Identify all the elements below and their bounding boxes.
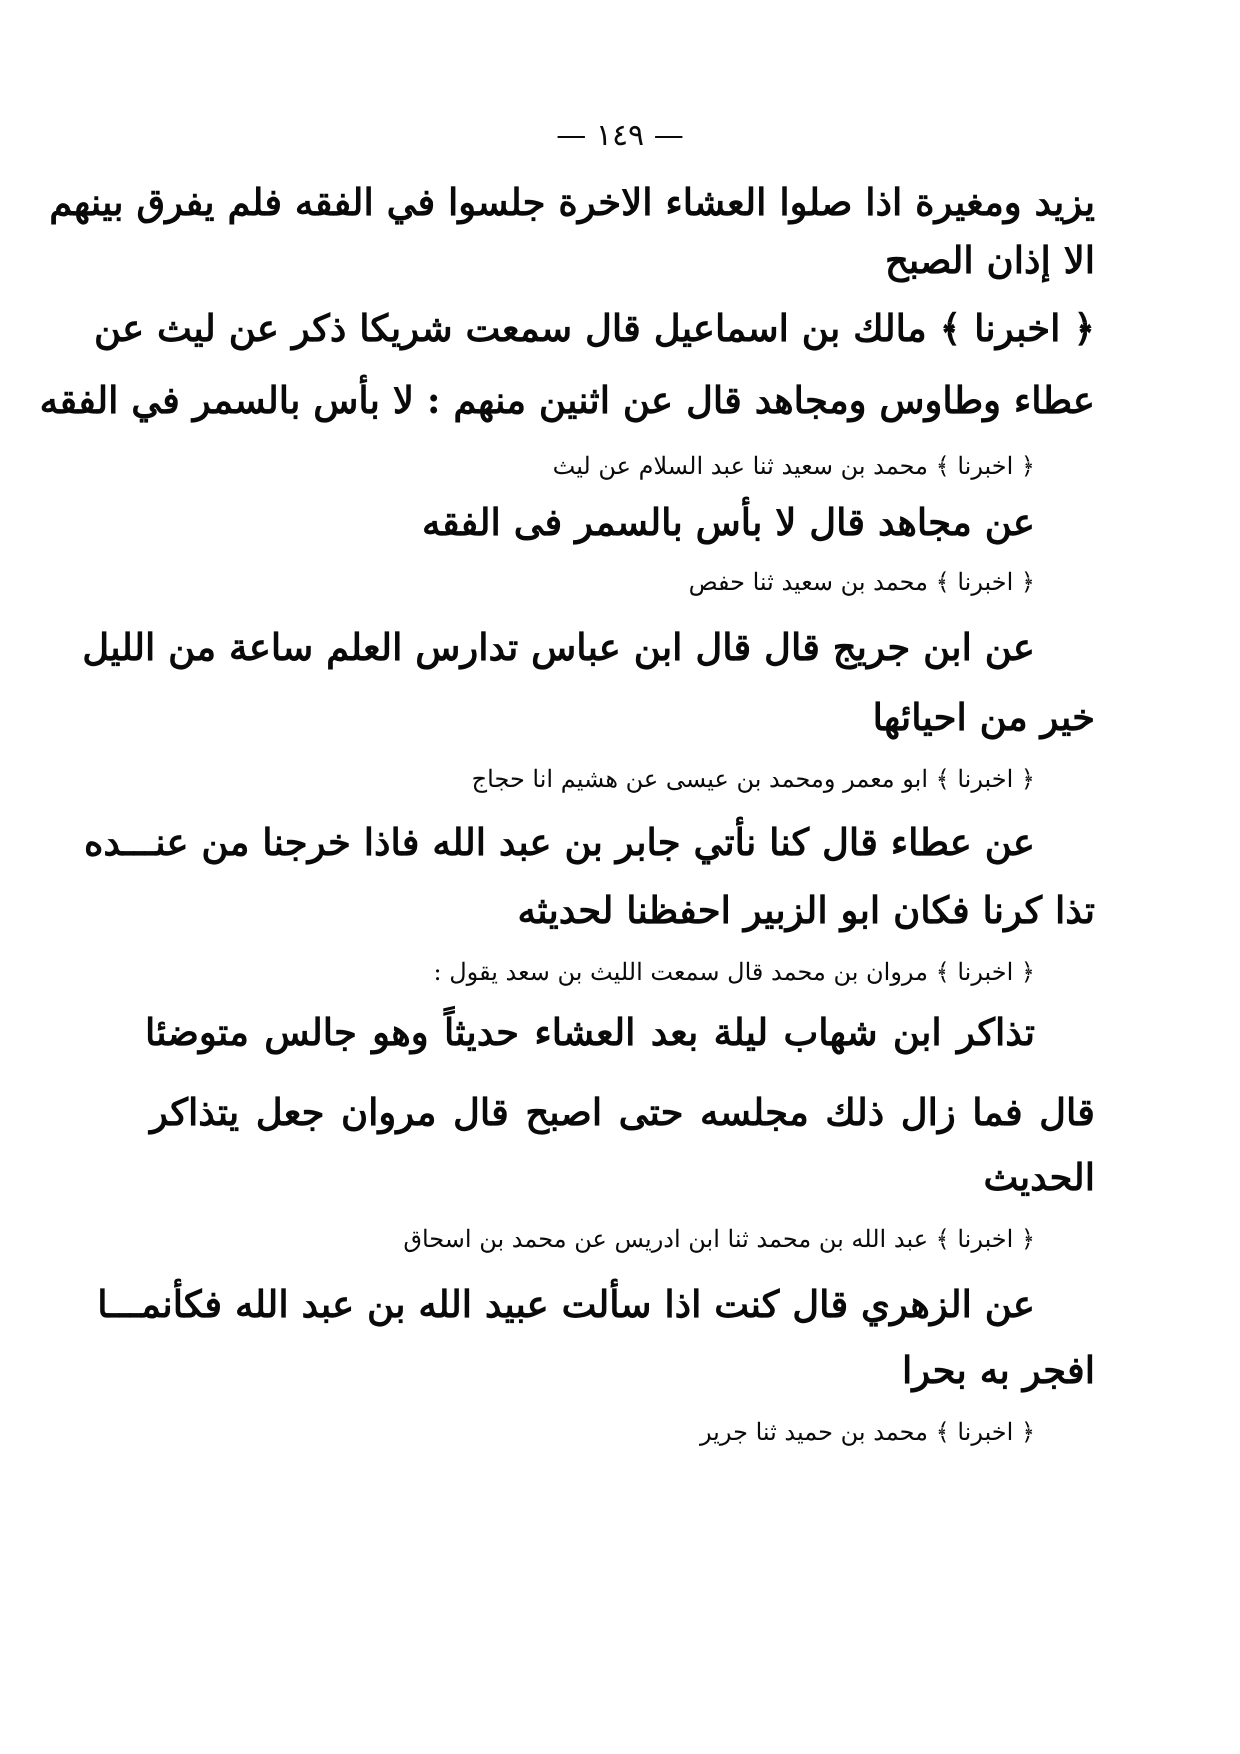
page-number: — ١٤٩ —: [556, 118, 684, 153]
text-line-10: تذاكر ابن شهاب ليلة بعد العشاء حديثاً وهو جالس متوضئا: [145, 1010, 1035, 1054]
isnad-line-6: ﴿ اخبرنا ﴾ محمد بن حميد ثنا جرير: [699, 1418, 1035, 1446]
text-line-11: قال فما زال ذلك مجلسه حتى اصبح قال مروان جعل يتذاكر: [150, 1090, 1095, 1134]
text-line-3: ﴿ اخبرنا ﴾ مالك بن اسماعيل قال سمعت شريكا ذكر عن ليث عن: [93, 306, 1095, 350]
text-line-5: عن مجاهد قال لا بأس بالسمر فى الفقه: [421, 500, 1035, 544]
text-line-7: خير من احيائها: [872, 695, 1095, 739]
isnad-line-4: ﴿ اخبرنا ﴾ مروان بن محمد قال سمعت الليث بن سعد يقول :: [433, 958, 1035, 986]
text-line-9: تذا كرنا فكان ابو الزبير احفظنا لحديثه: [517, 888, 1095, 932]
isnad-line-1: ﴿ اخبرنا ﴾ محمد بن سعيد ثنا عبد السلام عن ليث: [552, 452, 1035, 480]
text-line-14: افجر به بحرا: [901, 1348, 1095, 1392]
text-line-13: عن الزهري قال كنت اذا سألت عبيد الله بن عبد الله فكأنمـــا: [97, 1282, 1035, 1326]
text-line-12: الحديث: [983, 1155, 1095, 1199]
text-line-1: يزيد ومغيرة اذا صلوا العشاء الاخرة جلسوا في الفقه فلم يفرق بينهم: [49, 180, 1095, 224]
text-line-8: عن عطاء قال كنا نأتي جابر بن عبد الله فاذا خرجنا من عنـــده: [83, 820, 1035, 864]
isnad-line-3: ﴿ اخبرنا ﴾ ابو معمر ومحمد بن عيسى عن هشيم انا حجاج: [471, 765, 1035, 793]
text-line-4: عطاء وطاوس ومجاهد قال عن اثنين منهم : لا بأس بالسمر في الفقه: [39, 378, 1095, 422]
text-line-2: الا إذان الصبح: [884, 238, 1095, 282]
isnad-line-5: ﴿ اخبرنا ﴾ عبد الله بن محمد ثنا ابن ادريس عن محمد بن اسحاق: [403, 1225, 1035, 1253]
text-line-6: عن ابن جريج قال قال ابن عباس تدارس العلم ساعة من الليل: [82, 625, 1035, 669]
isnad-line-2: ﴿ اخبرنا ﴾ محمد بن سعيد ثنا حفص: [688, 568, 1035, 596]
